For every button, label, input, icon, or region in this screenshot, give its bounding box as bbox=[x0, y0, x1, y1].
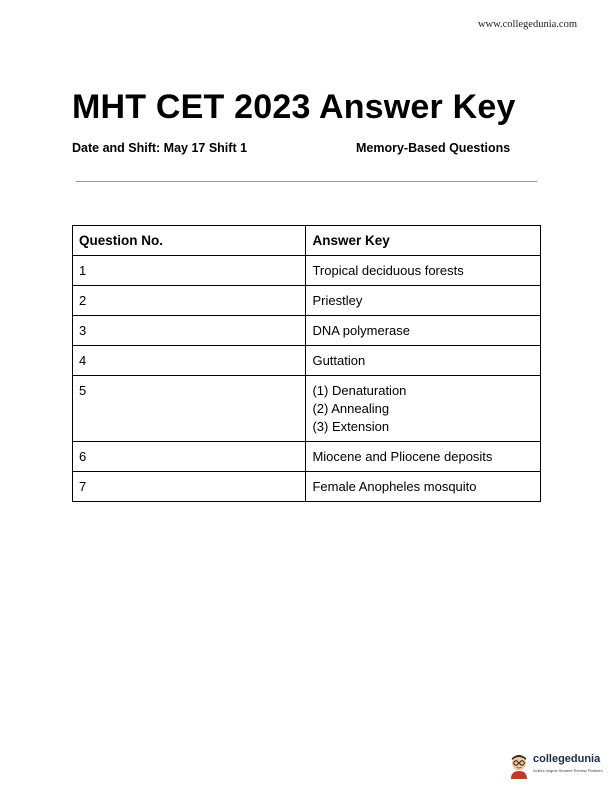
answer-cell bbox=[306, 442, 541, 472]
answer-line: Tropical deciduous forests bbox=[312, 263, 464, 278]
answer-line: Female Anopheles mosquito bbox=[312, 479, 477, 494]
table-row bbox=[73, 472, 541, 502]
question-number-cell: 2 bbox=[73, 286, 306, 316]
table-header-row bbox=[73, 226, 541, 256]
question-number-cell: 7 bbox=[73, 472, 306, 502]
memory-based-label: Memory-Based Questions bbox=[356, 141, 511, 155]
answer-line: Guttation bbox=[312, 353, 366, 368]
date-shift-label: Date and Shift: May 17 Shift 1 bbox=[72, 141, 248, 155]
answer-cell bbox=[306, 472, 541, 502]
table-row bbox=[73, 286, 541, 316]
question-number-cell: 5 bbox=[73, 376, 306, 442]
header-answer-key: Answer Key bbox=[306, 226, 541, 256]
table-body bbox=[73, 256, 541, 502]
table-row bbox=[73, 442, 541, 472]
header-question-no: Question No. bbox=[73, 226, 306, 256]
table-row bbox=[73, 346, 541, 376]
answer-line: (3) Extension bbox=[312, 419, 390, 434]
answer-key-table bbox=[72, 225, 541, 502]
answer-line: Miocene and Pliocene deposits bbox=[312, 449, 493, 464]
divider bbox=[76, 181, 537, 182]
question-number-cell: 1 bbox=[73, 256, 306, 286]
table-row bbox=[73, 376, 541, 442]
question-number-cell: 6 bbox=[73, 442, 306, 472]
answer-cell bbox=[306, 316, 541, 346]
answer-line: (2) Annealing bbox=[312, 401, 390, 416]
table-row bbox=[73, 316, 541, 346]
answer-cell bbox=[306, 286, 541, 316]
answer-line: DNA polymerase bbox=[312, 323, 411, 338]
logo-tagline: India's largest Student Review Platform bbox=[533, 768, 603, 773]
question-number-cell: 4 bbox=[73, 346, 306, 376]
answer-cell bbox=[306, 256, 541, 286]
subtitle-row bbox=[72, 141, 540, 155]
collegedunia-logo bbox=[508, 749, 608, 783]
answer-line: (1) Denaturation bbox=[312, 383, 407, 398]
table-row bbox=[73, 256, 541, 286]
question-number-cell: 3 bbox=[73, 316, 306, 346]
logo-name: collegedunia bbox=[533, 753, 601, 765]
site-url: www.collegedunia.com bbox=[477, 19, 577, 30]
answer-cell bbox=[306, 346, 541, 376]
answer-line: Priestley bbox=[312, 293, 363, 308]
page-title: MHT CET 2023 Answer Key bbox=[72, 88, 516, 126]
student-mascot-icon bbox=[508, 751, 530, 779]
answer-cell bbox=[306, 376, 541, 442]
